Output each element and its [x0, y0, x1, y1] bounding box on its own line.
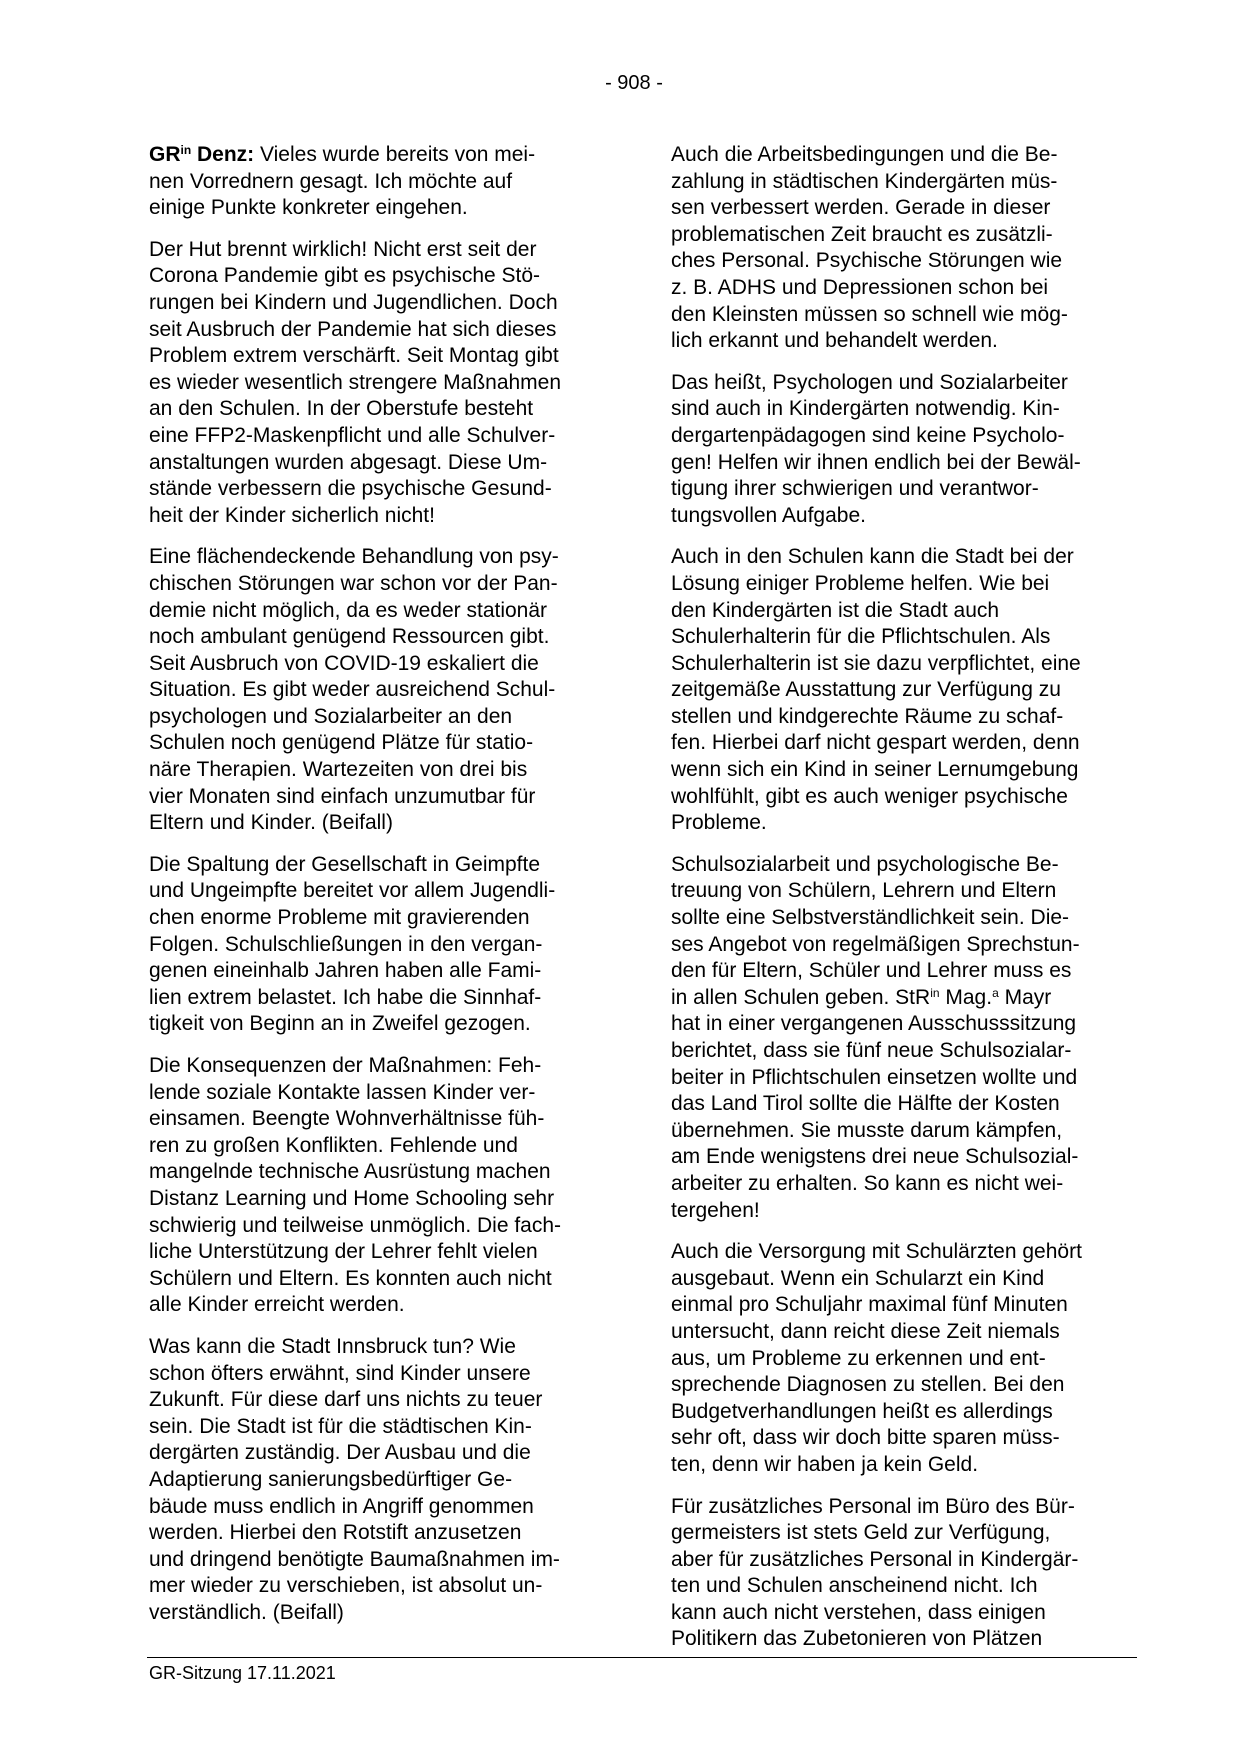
text-line	[149, 142, 619, 169]
text-line: Lösung einiger Probleme helfen. Wie bei	[671, 571, 1050, 595]
text-line: wenn sich ein Kind in seiner Lernumgebung	[671, 758, 1079, 782]
text-line: und Ungeimpfte bereitet vor allem Jugendli-	[149, 879, 556, 903]
text-line: aber für zusätzliches Personal in Kindergär-	[671, 1547, 1079, 1571]
text-line	[671, 985, 1141, 1012]
text-line: Auch die Arbeitsbedingungen und die Be-	[671, 143, 1058, 166]
text-line: fen. Hierbei darf nicht gespart werden, denn	[671, 731, 1080, 755]
text-line: einige Punkte konkreter eingehen.	[149, 196, 468, 220]
right-column	[671, 142, 1141, 1668]
text-line: lende soziale Kontakte lassen Kinder ver-	[149, 1080, 536, 1104]
text-line: sprechende Diagnosen zu stellen. Bei den	[671, 1373, 1065, 1397]
text-line: psychologen und Sozialarbeiter an den	[149, 704, 513, 728]
text-line: stellen und kindgerechte Räume zu schaf-	[671, 704, 1064, 728]
text-line: arbeiter zu erhalten. So kann es nicht wei-	[671, 1171, 1064, 1195]
line-text: Vieles wurde bereits von mei-	[260, 143, 536, 166]
text-line: Das heißt, Psychologen und Sozialarbeiter	[671, 370, 1068, 394]
line-segment: Mayr	[998, 985, 1052, 1009]
text-line: Auch die Versorgung mit Schulärzten gehört	[671, 1240, 1082, 1264]
text-line: Schulerhalterin ist sie dazu verpflichtet, eine	[671, 651, 1081, 675]
text-line: Auch in den Schulen kann die Stadt bei der	[671, 545, 1074, 569]
paragraph	[671, 1239, 1141, 1478]
text-line: noch ambulant genügend Ressourcen gibt.	[149, 625, 550, 649]
text-line: den Kleinsten müssen so schnell wie mög-	[671, 302, 1068, 326]
text-line: aus, um Probleme zu erkennen und ent-	[671, 1346, 1046, 1370]
text-line: lien extrem belastet. Ich habe die Sinnhaf-	[149, 985, 542, 1009]
text-line: sollte eine Selbstverständlichkeit sein. Die-	[671, 906, 1070, 930]
text-line: es wieder wesentlich strengere Maßnahmen	[149, 370, 562, 394]
text-line: am Ende wenigstens drei neue Schulsozial-	[671, 1145, 1079, 1169]
text-line: Corona Pandemie gibt es psychische Stö-	[149, 264, 541, 288]
text-line: tigkeit von Beginn an in Zweifel gezogen.	[149, 1012, 531, 1036]
text-line: und dringend benötigte Baumaßnahmen im-	[149, 1547, 560, 1571]
text-line: zeitgemäße Ausstattung zur Verfügung zu	[671, 678, 1061, 702]
text-line: sehr oft, dass wir doch bitte sparen müss-	[671, 1426, 1060, 1450]
text-line: chischen Störungen war schon vor der Pan-	[149, 571, 558, 595]
paragraph	[671, 370, 1141, 530]
text-line: sein. Die Stadt ist für die städtischen Kin-	[149, 1414, 532, 1438]
paragraph	[149, 544, 619, 837]
text-line: mangelnde technische Ausrüstung machen	[149, 1160, 551, 1184]
text-line: untersucht, dann reicht diese Zeit niemals	[671, 1319, 1060, 1343]
text-line: Eine flächendeckende Behandlung von psy-	[149, 545, 559, 569]
text-line: sen verbessert werden. Gerade in dieser	[671, 196, 1051, 220]
text-line: Zukunft. Für diese darf uns nichts zu teuer	[149, 1388, 543, 1412]
text-line: seit Ausbruch der Pandemie hat sich dieses	[149, 317, 557, 341]
paragraph	[671, 544, 1141, 837]
text-line: Seit Ausbruch von COVID-19 eskaliert die	[149, 651, 539, 675]
text-line: germeisters ist stets Geld zur Verfügung,	[671, 1521, 1051, 1545]
text-line: alle Kinder erreicht werden.	[149, 1293, 405, 1317]
text-line: gen! Helfen wir ihnen endlich bei der Bewäl-	[671, 450, 1081, 474]
text-line: Schulen noch genügend Plätze für statio-	[149, 731, 534, 755]
text-line: das Land Tirol sollte die Hälfte der Kosten	[671, 1092, 1060, 1116]
text-line: verständlich. (Beifall)	[149, 1600, 344, 1624]
text-line: genen eineinhalb Jahren haben alle Fami-	[149, 959, 542, 983]
paragraph	[671, 852, 1141, 1224]
text-line: werden. Hierbei den Rotstift anzusetzen	[149, 1521, 522, 1545]
text-line: beiter in Pflichtschulen einsetzen wollte und	[671, 1065, 1078, 1089]
text-line: schon öfters erwähnt, sind Kinder unsere	[149, 1361, 531, 1385]
paragraph	[671, 142, 1141, 355]
text-line: Die Konsequenzen der Maßnahmen: Feh-	[149, 1054, 542, 1077]
text-line: dergärten zuständig. Der Ausbau und die	[149, 1441, 531, 1465]
left-column	[149, 142, 619, 1641]
paragraph	[149, 1334, 619, 1627]
text-line: zahlung in städtischen Kindergärten müs-	[671, 169, 1058, 193]
text-line: Schülern und Eltern. Es konnten auch nicht	[149, 1266, 552, 1290]
text-line: Folgen. Schulschließungen in den vergan-	[149, 932, 543, 956]
line-segment: in allen Schulen geben. StR	[671, 985, 931, 1009]
text-line: Schulerhalterin für die Pflichtschulen. Als	[671, 625, 1051, 649]
text-line: ses Angebot von regelmäßigen Sprechstun-	[671, 932, 1080, 956]
text-line: an den Schulen. In der Oberstufe besteht	[149, 397, 534, 421]
text-line: heit der Kinder sicherlich nicht!	[149, 503, 435, 527]
text-line: ren zu großen Konflikten. Fehlende und	[149, 1133, 518, 1157]
text-line: Adaptierung sanierungsbedürftiger Ge-	[149, 1467, 513, 1491]
text-line: demie nicht möglich, da es weder stationär	[149, 598, 548, 622]
paragraph	[671, 1494, 1141, 1654]
text-line: Der Hut brennt wirklich! Nicht erst seit der	[149, 237, 537, 261]
text-line: bäude muss endlich in Angriff genommen	[149, 1494, 534, 1518]
paragraph	[149, 142, 619, 222]
speaker-label	[149, 143, 254, 166]
text-line: einsamen. Beengte Wohnverhältnisse füh-	[149, 1107, 545, 1131]
text-line: nen Vorrednern gesagt. Ich möchte auf	[149, 169, 513, 193]
text-line: Die Spaltung der Gesellschaft in Geimpfte	[149, 852, 541, 876]
text-line: Politikern das Zubetonieren von Plätzen	[671, 1627, 1043, 1651]
text-line: wohlfühlt, gibt es auch weniger psychische	[671, 784, 1068, 808]
text-line: sind auch in Kindergärten notwendig. Kin-	[671, 397, 1060, 421]
paragraph	[149, 852, 619, 1038]
text-line: stände verbessern die psychische Gesund-	[149, 477, 552, 501]
paragraph	[149, 237, 619, 530]
text-line: näre Therapien. Wartezeiten von drei bis	[149, 758, 528, 782]
footer-session-date: GR-Sitzung 17.11.2021	[149, 1663, 336, 1683]
text-line: Für zusätzliches Personal im Büro des Bür-	[671, 1494, 1075, 1518]
text-line: liche Unterstützung der Lehrer fehlt vielen	[149, 1240, 538, 1264]
text-line: anstaltungen wurden abgesagt. Diese Um-	[149, 450, 548, 474]
text-line: Eltern und Kinder. (Beifall)	[149, 811, 393, 835]
text-line: Problem extrem verschärft. Seit Montag gibt	[149, 344, 559, 368]
text-line: treuung von Schülern, Lehrern und Eltern	[671, 879, 1057, 903]
text-line: Probleme.	[671, 811, 767, 835]
text-line: einmal pro Schuljahr maximal fünf Minuten	[671, 1293, 1068, 1317]
page-number: - 908 -	[605, 72, 663, 94]
speaker-name: Denz:	[191, 143, 255, 166]
text-line: tigung ihrer schwierigen und verantwor-	[671, 477, 1039, 501]
text-line: den Kindergärten ist die Stadt auch	[671, 598, 1000, 622]
text-line: kann auch nicht verstehen, dass einigen	[671, 1600, 1046, 1624]
text-line: mer wieder zu verschieben, ist absolut un-	[149, 1574, 543, 1598]
text-line: dergartenpädagogen sind keine Psycholo-	[671, 423, 1065, 447]
text-line: berichtet, dass sie fünf neue Schulsozialar-	[671, 1039, 1072, 1062]
speaker-title: GR	[149, 143, 181, 166]
text-line: tergehen!	[671, 1198, 760, 1222]
footer-divider	[147, 1657, 1137, 1658]
text-line: den für Eltern, Schüler und Lehrer muss es	[671, 959, 1072, 983]
text-line: Situation. Es gibt weder ausreichend Schul-	[149, 678, 556, 702]
text-line: rungen bei Kindern und Jugendlichen. Doch	[149, 290, 558, 314]
paragraph	[149, 1053, 619, 1319]
text-line: eine FFP2-Maskenpflicht und alle Schulver-	[149, 423, 556, 447]
text-line: übernehmen. Sie musste darum kämpfen,	[671, 1118, 1063, 1142]
superscript: a	[992, 985, 999, 1000]
text-line: tungsvollen Aufgabe.	[671, 503, 866, 527]
text-line: ten, denn wir haben ja kein Geld.	[671, 1452, 979, 1476]
text-line: vier Monaten sind einfach unzumutbar für	[149, 784, 536, 808]
text-line: problematischen Zeit braucht es zusätzli-	[671, 222, 1053, 246]
text-line: lich erkannt und behandelt werden.	[671, 329, 998, 353]
text-line: chen enorme Probleme mit gravierenden	[149, 906, 530, 930]
text-line: hat in einer vergangenen Ausschusssitzung	[671, 1012, 1077, 1036]
text-line: Distanz Learning und Home Schooling sehr	[149, 1186, 555, 1210]
text-line: Was kann die Stadt Innsbruck tun? Wie	[149, 1334, 516, 1358]
superscript: in	[930, 985, 940, 1000]
text-line: z. B. ADHS und Depressionen schon bei	[671, 275, 1049, 299]
line-segment: Mag.	[939, 985, 993, 1009]
text-line: ausgebaut. Wenn ein Schularzt ein Kind	[671, 1266, 1045, 1290]
text-line: Budgetverhandlungen heißt es allerdings	[671, 1399, 1053, 1423]
text-line: ches Personal. Psychische Störungen wie	[671, 249, 1063, 273]
text-line: Schulsozialarbeit und psychologische Be-	[671, 852, 1059, 876]
speaker-title-suffix: in	[180, 143, 192, 157]
text-line: schwierig und teilweise unmöglich. Die fach-	[149, 1213, 562, 1237]
text-line: ten und Schulen anscheinend nicht. Ich	[671, 1574, 1038, 1598]
